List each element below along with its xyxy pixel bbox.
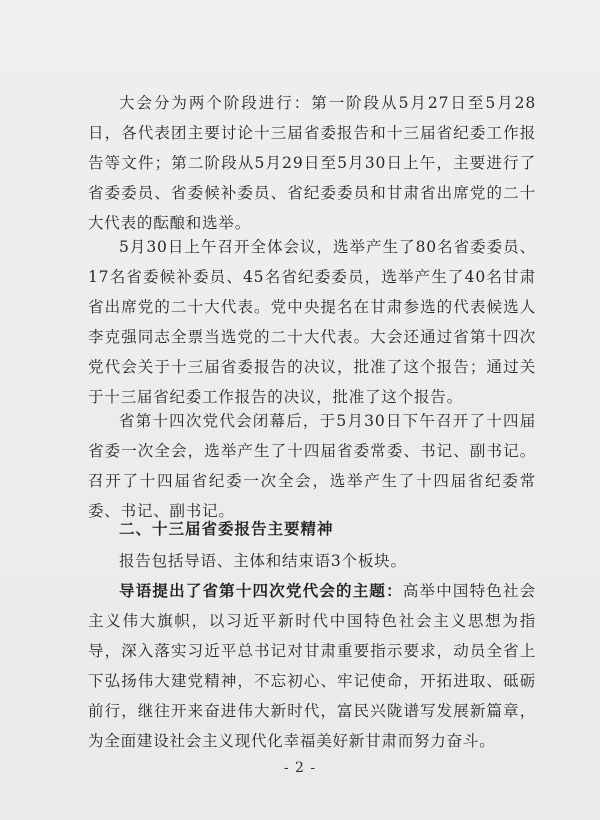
theme-body-text: 高举中国特色社会主义伟大旗帜，以习近平新时代中国特色社会主义思想为指导，深入落实习近平总书记对甘肃重要指示要求，动员全省上下弘扬伟大建党精神，不忘初心、牢记使命，开拓进取、砥砺前行，继往开来奋进伟大新时代，富民兴陇谱写发展新篇章，为全面建设社会主义现代化幸福美好新甘肃而努力奋斗。	[88, 582, 536, 750]
section-heading-report-spirit: 二、十三届省委报告主要精神	[119, 520, 334, 538]
paragraph-closing-plenary: 省第十四次党代会闭幕后，于5月30日下午召开了十四届省委一次全会，选举产生了十四届省委常委、书记、副书记。召开了十四届省纪委一次全会，选举产生了十四届省纪委常委、书记、副书记。	[88, 412, 536, 520]
paragraph-report-structure: 报告包括导语、主体和结束语3个板块。	[119, 552, 407, 570]
page-number: - 2 -	[283, 760, 317, 776]
paragraph-congress-stages: 大会分为两个阶段进行：第一阶段从5月27日至5月28日，各代表团主要讨论十三届省委报告和十三届省纪委工作报告等文件；第二阶段从5月29日至5月30日上午，主要进行了省委委员、省委候补委员、省纪委委员和甘肃省出席党的二十大代表的酝酿和选举。	[88, 94, 536, 232]
theme-lead-text: 导语提出了省第十四次党代会的主题：	[119, 582, 403, 600]
paragraph-theme	[88, 576, 536, 756]
paragraph-plenary-election: 5月30日上午召开全体会议，选举产生了80名省委委员、17名省委候补委员、45名省纪委委员，选举产生了40名甘肃省出席党的二十大代表。党中央提名在甘肃参选的代表候选人李克强同志全票当选党的二十大代表。大会还通过省第十四次党代会关于十三届省委报告的决议，批准了这个报告；通过关于十三届省纪委工作报告的决议，批准了这个报告。	[88, 238, 536, 406]
